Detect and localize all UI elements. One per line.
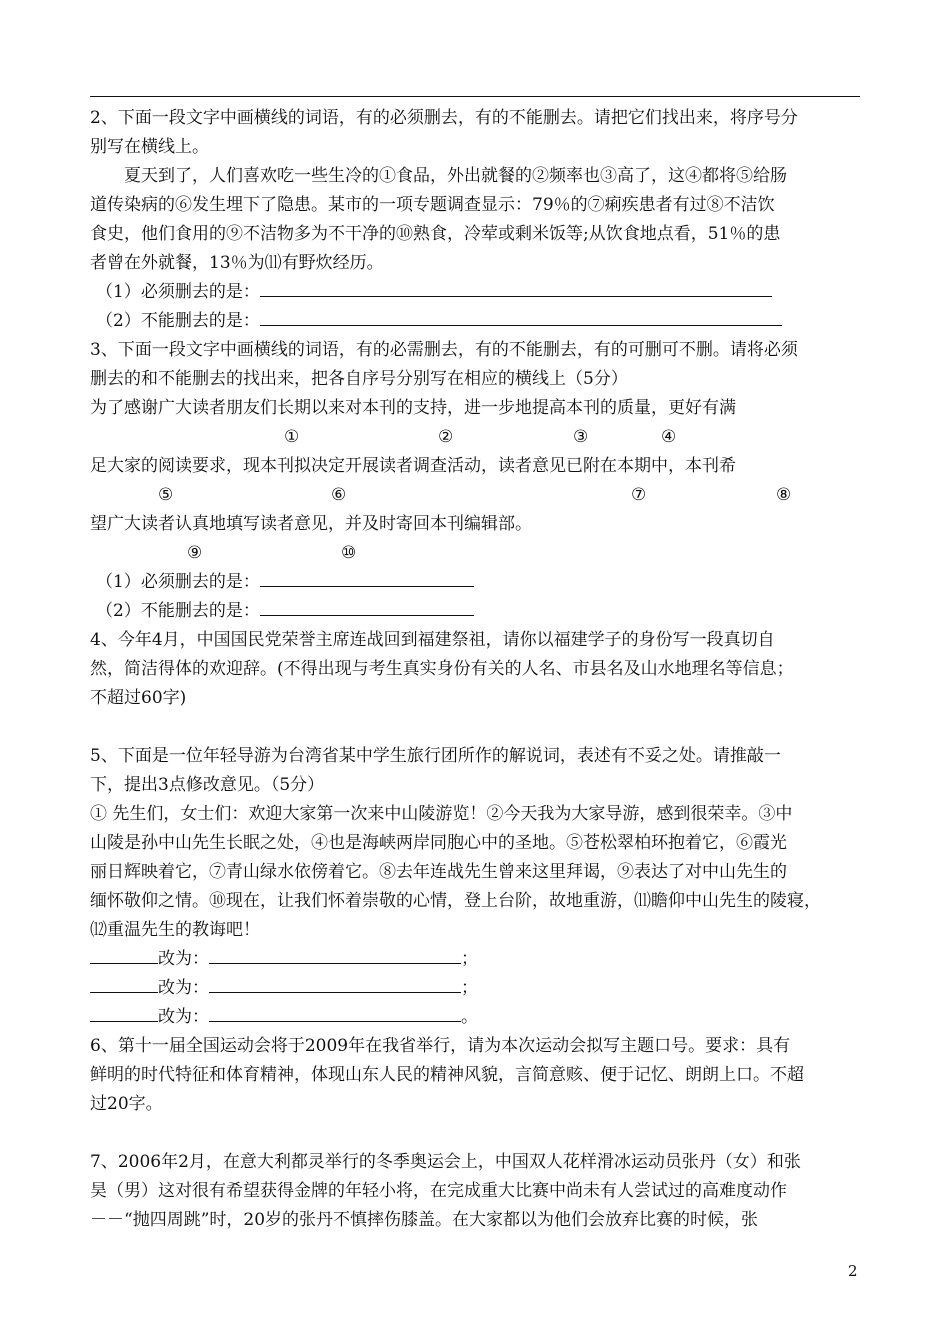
q3-stem-line1: 3、下面一段文字中画横线的词语，有的必需删去，有的不能删去，有的可删可不删。请将必须: [90, 340, 798, 360]
q3-must-delete-label: （1）必须删去的是：: [96, 572, 260, 592]
q5-text-line3: 丽日辉映着它，⑦青山绿水依傍着它。⑧去年连战先生曾来这里拜谒，⑨表达了对中山先生的: [90, 862, 787, 882]
q7-line1: 7、2006年2月，在意大利都灵举行的冬季奥运会上，中国双人花样滑冰运动员张丹（女）和张: [90, 1152, 801, 1172]
q2-stem-line2: 别写在横线上。: [90, 137, 209, 157]
q3-cannot-delete-row: [90, 597, 860, 626]
q5-change-label: 改为：: [158, 978, 209, 998]
q2-must-delete-label: （1）必须删去的是：: [96, 282, 260, 302]
q3-marker: ①: [284, 427, 300, 447]
q2-passage-line2: 道传染病的⑥发生埋下了隐患。某市的一项专题调查显示：79％的⑦痢疾患者有过⑧不洁饮: [90, 195, 775, 215]
q5-row-end: 。: [461, 1007, 478, 1027]
q4-line2: 然，简洁得体的欢迎辞。(不得出现与考生真实身份有关的人名、市县名及山水地理名等信息；: [90, 659, 794, 679]
q6-answer-space[interactable]: [90, 1119, 860, 1148]
q5-row-end: ；: [461, 978, 478, 998]
q3-must-delete-blank[interactable]: [260, 568, 474, 587]
q3-markers-row3: [90, 539, 860, 568]
q5-line1: 5、下面是一位年轻导游为台湾省某中学生旅行团所作的解说词，表述有不妥之处。请推敲一: [90, 746, 781, 766]
header-rule: [90, 96, 860, 97]
q2-must-delete-blank[interactable]: [260, 278, 772, 297]
q3-stem-line2: 删去的和不能删去的找出来，把各自序号分别写在相应的横线上（5分）: [90, 369, 628, 389]
q3-marker: ④: [661, 427, 677, 447]
q5-row-end: ；: [461, 949, 478, 969]
exam-page: [90, 104, 860, 1235]
q3-marker: ②: [438, 427, 454, 447]
q3-marker: ⑥: [331, 485, 347, 505]
q5-revision-blank[interactable]: [209, 945, 461, 964]
q5-original-blank[interactable]: [90, 945, 158, 964]
q5-answer-row: [90, 945, 860, 974]
q7-line2: 昊（男）这对很有希望获得金牌的年轻小将，在完成重大比赛中尚未有人尝试过的高难度动作: [90, 1181, 787, 1201]
q2-must-delete-row: [90, 278, 860, 307]
q5-text-line5: ⑿重温先生的教诲吧！: [90, 920, 260, 940]
page-number: 2: [848, 1262, 858, 1280]
q3-passage-line1: 为了感谢广大读者朋友们长期以来对本刊的支持，进一步地提高本刊的质量，更好有满: [90, 398, 736, 418]
q5-change-label: 改为：: [158, 1007, 209, 1027]
q5-original-blank[interactable]: [90, 1003, 158, 1022]
q3-marker: ⑦: [631, 485, 647, 505]
q3-marker: ⑩: [341, 543, 357, 563]
q3-markers-row2: [90, 481, 860, 510]
q5-answer-row: [90, 974, 860, 1003]
q2-passage-line3: 食史，他们食用的⑨不洁物多为不干净的⑩熟食，冷荤或剩米饭等;从饮食地点看，51％的患: [90, 224, 781, 244]
q4-line3: 不超过60字): [90, 688, 187, 708]
q3-passage-line3: 望广大读者认真地填写读者意见，并及时寄回本刊编辑部。: [90, 514, 532, 534]
q3-marker: ⑧: [776, 485, 792, 505]
q5-text-line1: ① 先生们，女士们：欢迎大家第一次来中山陵游览！②今天我为大家导游，感到很荣幸。③中: [90, 804, 793, 824]
q6-line3: 过20字。: [90, 1094, 163, 1114]
q7-line3: －－“抛四周跳”时，20岁的张丹不慎摔伤膝盖。在大家都以为他们会放弃比赛的时候，张: [90, 1210, 759, 1230]
q5-text-line2: 山陵是孙中山先生长眠之处，④也是海峡两岸同胞心中的圣地。⑤苍松翠柏环抱着它，⑥霞光: [90, 833, 787, 853]
q5-change-label: 改为：: [158, 949, 209, 969]
q2-cannot-delete-blank[interactable]: [260, 307, 782, 326]
q2-cannot-delete-row: [90, 307, 860, 336]
q6-line2: 鲜明的时代特征和体育精神，体现山东人民的精神风貌，言简意赅、便于记忆、朗朗上口。不超: [90, 1065, 804, 1085]
q4-answer-space[interactable]: [90, 713, 860, 742]
q3-passage-line2: 足大家的阅读要求，现本刊拟决定开展读者调查活动，读者意见已附在本期中，本刊希: [90, 456, 736, 476]
q3-cannot-delete-blank[interactable]: [260, 597, 474, 616]
q3-cannot-delete-label: （2）不能删去的是：: [96, 601, 260, 621]
q3-markers-row1: [90, 423, 860, 452]
q3-must-delete-row: [90, 568, 860, 597]
q6-line1: 6、第十一届全国运动会将于2009年在我省举行，请为本次运动会拟写主题口号。要求：具有: [90, 1036, 791, 1056]
q5-revision-blank[interactable]: [209, 1003, 461, 1022]
q5-revision-blank[interactable]: [209, 974, 461, 993]
q3-marker: ⑨: [187, 543, 203, 563]
q5-text-line4: 缅怀敬仰之情。⑩现在，让我们怀着崇敬的心情，登上台阶，故地重游，⑾瞻仰中山先生的陵寝，: [90, 891, 821, 911]
q2-stem-line1: 2、下面一段文字中画横线的词语，有的必须删去，有的不能删去。请把它们找出来，将序号分: [90, 108, 798, 128]
q5-answer-row: [90, 1003, 860, 1032]
q3-marker: ③: [573, 427, 589, 447]
q2-passage-line4: 者曾在外就餐，13％为⑾有野炊经历。: [90, 253, 384, 273]
q2-passage-line1: 夏天到了，人们喜欢吃一些生冷的①食品，外出就餐的②频率也③高了，这④都将⑤给肠: [124, 166, 787, 186]
q2-cannot-delete-label: （2）不能删去的是：: [96, 311, 260, 331]
q5-original-blank[interactable]: [90, 974, 158, 993]
q4-line1: 4、今年4月，中国国民党荣誉主席连战回到福建祭祖，请你以福建学子的身份写一段真切自: [90, 630, 775, 650]
q3-marker: ⑤: [158, 485, 174, 505]
q5-line2: 下，提出3点修改意见。（5分）: [90, 775, 325, 795]
